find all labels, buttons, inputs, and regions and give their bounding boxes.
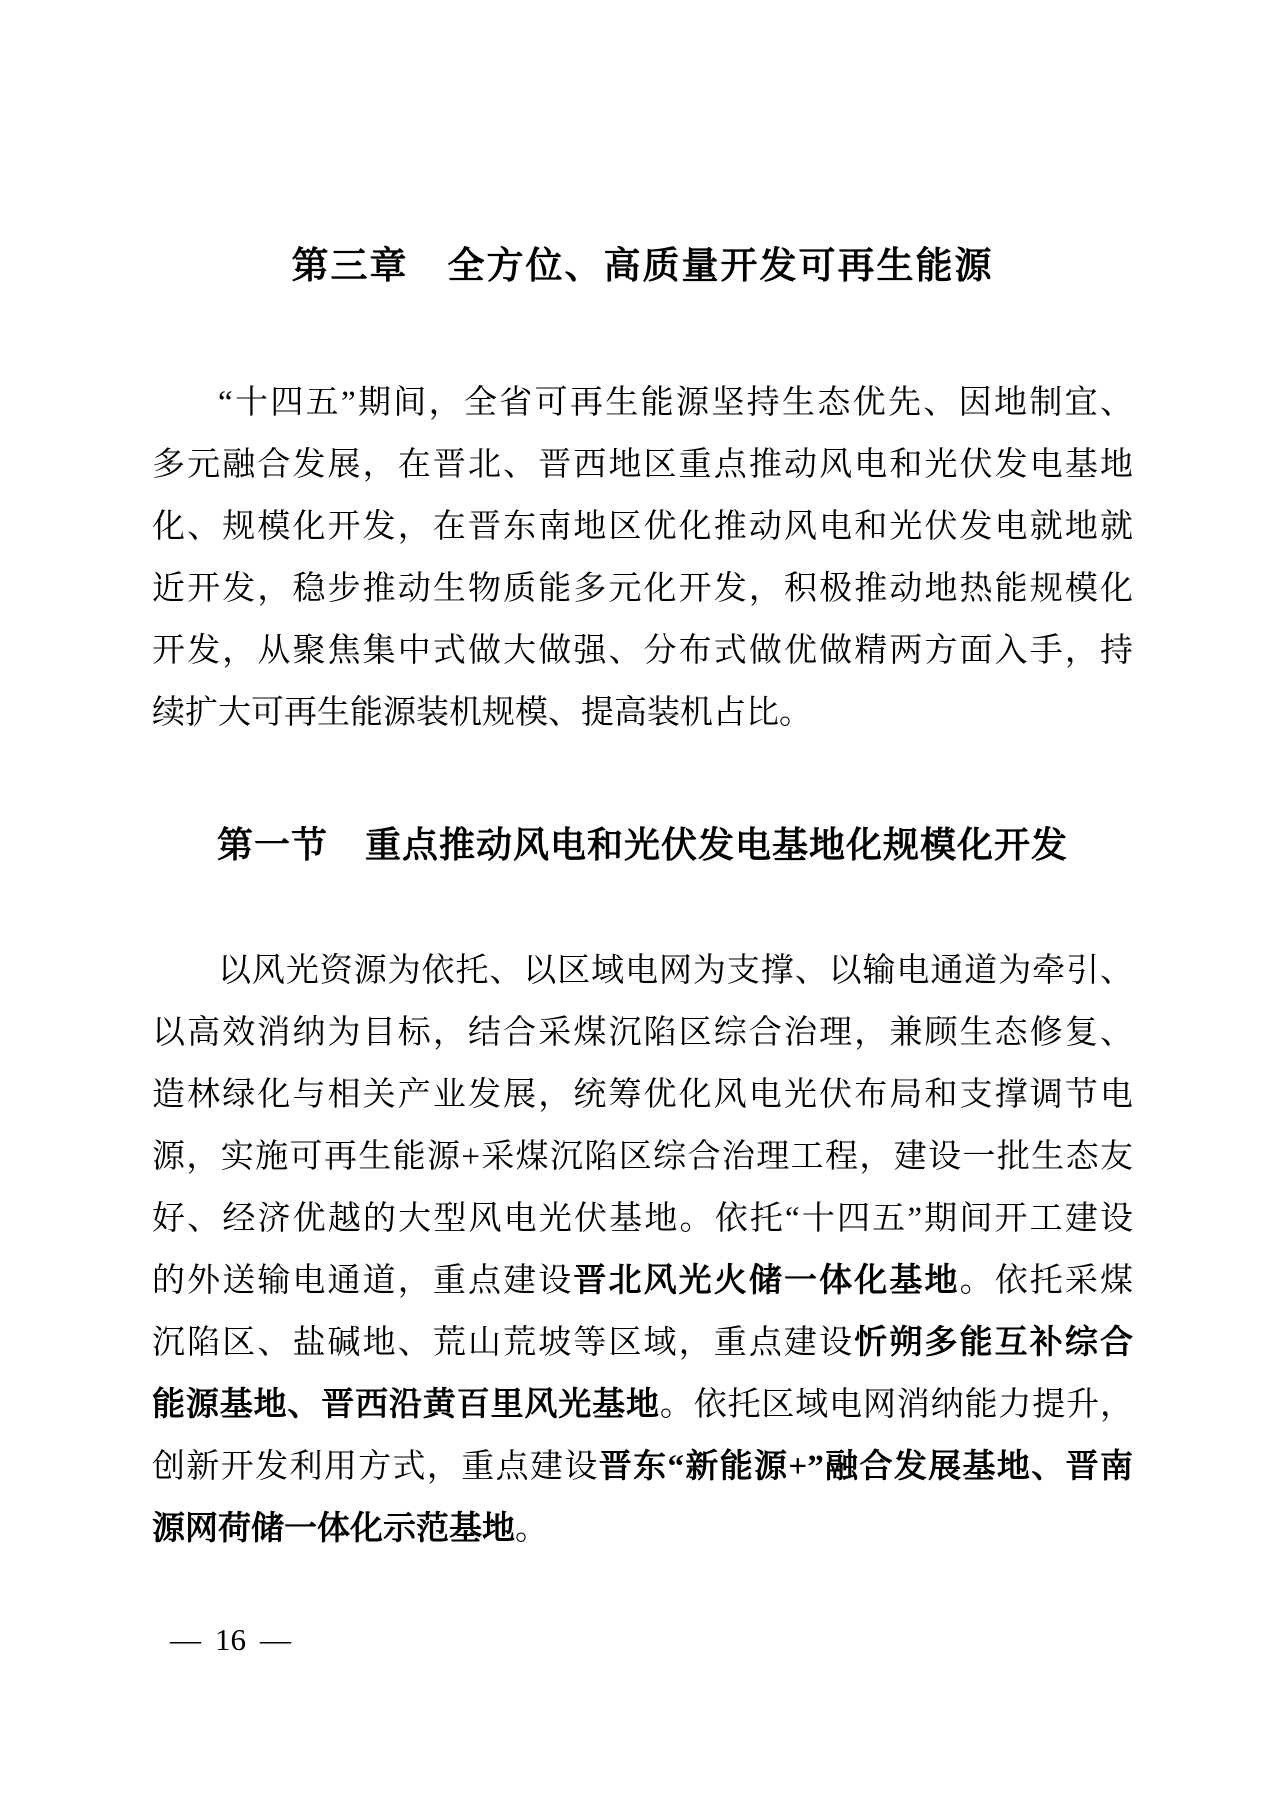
text-segment: 好、经济优越的大型风电光伏基地。依托“十四五”期间开工建设	[152, 1201, 1133, 1237]
text-line	[152, 1002, 1133, 1064]
text-segment: 。依托区域电网消纳能力提升，	[659, 1387, 1133, 1423]
page-footer	[170, 1620, 291, 1660]
footer-dash-right: —	[260, 1622, 291, 1657]
text-line	[152, 1126, 1133, 1188]
text-segment: 多元融合发展，在晋北、晋西地区重点推动风电和光伏发电基地	[152, 447, 1133, 483]
bold-text-segment: 能源基地、晋西沿黄百里风光基地	[152, 1387, 660, 1423]
paragraph-section-body	[152, 940, 1133, 1560]
text-line	[152, 372, 1133, 434]
bold-text-segment: 晋东“新能源+”融合发展基地、晋南	[598, 1449, 1133, 1485]
text-segment: 造林绿化与相关产业发展，统筹优化风电光伏布局和支撑调节电	[152, 1077, 1133, 1113]
text-segment: 化、规模化开发，在晋东南地区优化推动风电和光伏发电就地就	[152, 509, 1133, 545]
bold-text-segment: 忻朔多能互补综合	[854, 1325, 1133, 1361]
text-segment: 以高效消纳为目标，结合采煤沉陷区综合治理，兼顾生态修复、	[152, 1015, 1133, 1051]
text-segment: 源，实施可再生能源+采煤沉陷区综合治理工程，建设一批生态友	[152, 1139, 1133, 1175]
text-line	[152, 558, 1133, 620]
text-line	[152, 496, 1133, 558]
chapter-title: 第三章 全方位、高质量开发可再生能源	[291, 245, 994, 286]
text-line	[152, 1250, 1133, 1312]
section-title: 第一节 重点推动风电和光伏发电基地化规模化开发	[216, 825, 1068, 865]
text-segment: 以风光资源为依托、以区域电网为支撑、以输电通道为牵引、	[218, 953, 1133, 989]
text-line	[152, 620, 1133, 682]
text-line	[152, 434, 1133, 496]
text-line	[152, 940, 1133, 1002]
text-segment: 开发，从聚焦集中式做大做强、分布式做优做精两方面入手，持	[152, 633, 1133, 669]
text-line	[152, 1436, 1133, 1498]
bold-text-segment: 晋北风光火储一体化基地	[573, 1263, 960, 1299]
text-line	[152, 1312, 1133, 1374]
text-segment: 沉陷区、盐碱地、荒山荒坡等区域，重点建设	[152, 1325, 855, 1361]
bold-text-segment: 源网荷储一体化示范基地	[152, 1511, 515, 1547]
paragraph-intro	[152, 372, 1133, 744]
text-segment: 。	[515, 1511, 548, 1547]
text-segment: 续扩大可再生能源装机规模、提高装机占比。	[152, 695, 812, 731]
text-line	[152, 1188, 1133, 1250]
text-line	[152, 1064, 1133, 1126]
footer-dash-left: —	[170, 1622, 201, 1657]
text-line	[152, 1374, 1133, 1436]
text-segment: “十四五”期间，全省可再生能源坚持生态优先、因地制宜、	[218, 385, 1133, 421]
page-content	[152, 0, 1133, 1560]
text-line	[152, 1498, 1133, 1560]
text-segment: 。依托采煤	[959, 1263, 1133, 1299]
page-number: 16	[215, 1622, 246, 1657]
text-segment: 创新开发利用方式，重点建设	[152, 1449, 599, 1485]
text-line	[152, 682, 1133, 744]
text-segment: 近开发，稳步推动生物质能多元化开发，积极推动地热能规模化	[152, 571, 1133, 607]
text-segment: 的外送输电通道，重点建设	[152, 1263, 574, 1299]
